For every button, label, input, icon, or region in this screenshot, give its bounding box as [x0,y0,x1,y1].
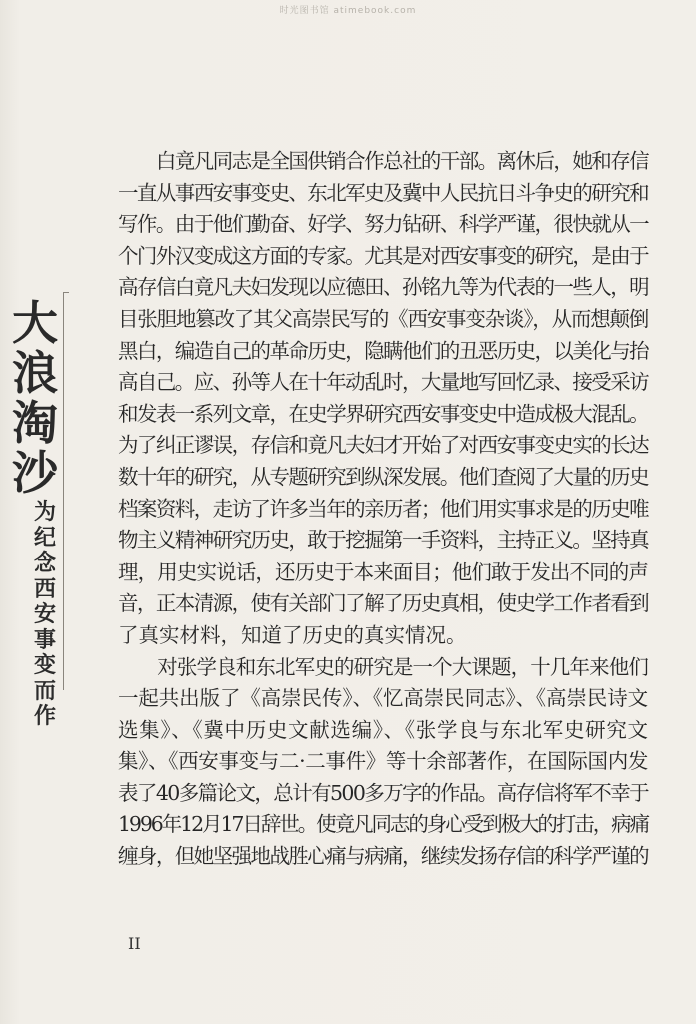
side-rule-tick [63,292,69,293]
paragraph-2 [118,652,648,873]
side-title-char: 大 [12,296,58,350]
text-line: 缠身，但她坚强地战胜心痛与病痛，继续发扬存信的科学严谨的 [118,844,648,869]
side-subtitle-char: 作 [33,704,56,729]
side-subtitle-char: 为 [33,500,56,525]
text-line: 音，正本清源，使有关部门了解了历史真相，使史学工作者看到 [118,591,648,616]
side-subtitle-char: 念 [33,551,56,576]
text-line: 了真实材料，知道了历史的真实情况。 [118,622,467,647]
text-line: 为了纠正谬误，存信和竟凡夫妇才开始了对西安事变史实的长达 [118,433,648,458]
paragraph-1 [118,146,648,652]
text-line: 一起共出版了《高崇民传》、《忆高崇民同志》、《高崇民诗文 [118,686,648,711]
text-line: 高自己。应、孙等人在十年动乱时，大量地写回忆录、接受采访 [118,370,648,395]
page-number: II [128,934,141,953]
side-title [8,298,62,498]
text-line: 目张胆地篡改了其父高崇民写的《西安事变杂谈》，从而想颠倒 [118,306,648,331]
text-line: 理，用史实说话，还历史于本来面目；他们敢于发出不同的声 [118,559,648,584]
text-line: 黑白，编造自己的革命历史，隐瞒他们的丑恶历史，以美化与抬 [118,338,648,363]
text-line: 白竟凡同志是全国供销合作总社的干部。离休后，她和存信 [118,149,648,173]
side-rule [63,292,64,690]
text-line: 档案资料，走访了许多当年的亲历者；他们用实事求是的历史唯 [118,496,648,521]
text-line: 集》、《西安事变与二·二事件》等十余部著作，在国际国内发 [118,749,648,774]
side-title-char: 浪 [12,346,58,400]
text-line: 对张学良和东北军史的研究是一个大课题，十几年来他们 [118,654,648,679]
watermark: 时光图书馆 atimebook.com [279,6,417,16]
body-text [118,146,648,873]
side-subtitle-char: 而 [33,678,56,704]
text-line: 1996年12月17日辞世。使竟凡同志的身心受到极大的打击，病痛 [118,812,648,837]
text-line: 个门外汉变成这方面的专家。尤其是对西安事变的研究，是由于 [118,243,648,268]
text-line: 表了40多篇论文，总计有500多万字的作品。高存信将军不幸于 [118,780,648,805]
side-subtitle-char: 事 [33,627,56,653]
text-line: 物主义精神研究历史，敢于挖掘第一手资料，主持正义。坚持真 [118,528,648,553]
text-line: 写作。由于他们勤奋、好学、努力钻研、科学严谨，很快就从一 [118,212,648,237]
text-line: 选集》、《冀中历史文献选编》、《张学良与东北军史研究文 [118,717,648,742]
text-line: 数十年的研究，从专题研究到纵深发展。他们查阅了大量的历史 [118,464,648,489]
side-subtitle-char: 纪 [33,525,56,551]
side-subtitle-char: 安 [33,602,56,627]
side-subtitle-char: 西 [33,576,56,602]
side-subtitle [30,500,60,730]
side-title-char: 淘 [12,396,58,450]
text-line: 和发表一系列文章，在史学界研究西安事变史中造成极大混乱。 [118,401,648,426]
side-title-char: 沙 [12,446,58,500]
side-subtitle-char: 变 [33,653,56,678]
text-line: 高存信白竟凡夫妇发现以应德田、孙铭九等为代表的一些人，明 [118,275,648,300]
text-line: 一直从事西安事变史、东北军史及冀中人民抗日斗争史的研究和 [118,180,648,205]
